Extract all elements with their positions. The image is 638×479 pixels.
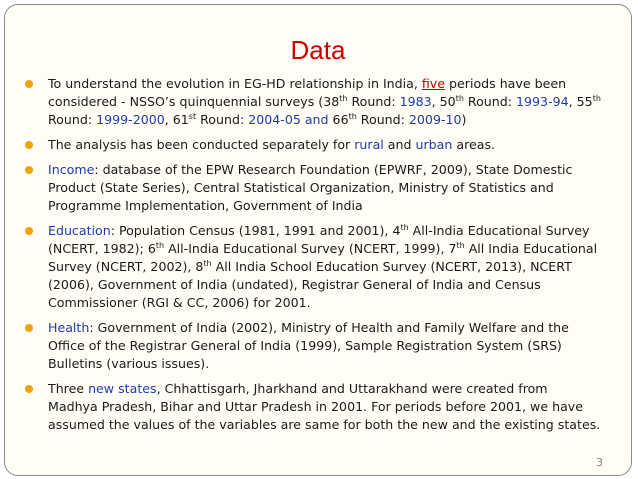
bullet-icon: [25, 166, 33, 174]
new-states-highlight: new states: [88, 381, 157, 396]
income-label: Income: [48, 162, 95, 177]
bullet-text: All India School Education Survey (NCERT, 2013), NCERT (2006), Government of India (undated), Registrar General of India and Census Commissioner (RGI & CC, 2006) for 2001.: [48, 259, 572, 310]
slide-title: Data: [290, 35, 346, 65]
health-label: Health: [48, 320, 90, 335]
year-1993-94: 1993-94: [516, 94, 569, 109]
ordinal-suffix: th: [455, 93, 464, 103]
bullet-text: , 55: [568, 94, 593, 109]
bullet-text: : database of the EPW Research Foundation (EPWRF, 2009), State Domestic Product (State Series), Central Statistical Organization, Ministry of Statistics and Programme Implementation, Government of India: [48, 162, 573, 213]
bullet-text: ): [461, 112, 467, 127]
bullet-text: , Chhattisgarh, Jharkhand and Uttarakhand were created from Madhya Pradesh, Bihar and Uttar Pradesh in 2001. For periods before 2001, we have assumed the values of the variables are same for both the new and the existing states.: [48, 381, 601, 432]
education-label: Education: [48, 223, 111, 238]
bullet-text: All-India Educational Survey (NCERT, 1982); 6: [48, 223, 590, 256]
bullet-text: Round:: [347, 94, 400, 109]
slide: [4, 4, 632, 476]
bullet-item-income: [5, 161, 625, 215]
bullet-text: Three: [48, 381, 89, 396]
bullet-text: 66: [328, 112, 349, 127]
rural-highlight: rural: [354, 137, 384, 152]
page-number: 3: [596, 456, 603, 469]
bullet-text: To understand the evolution in EG-HD relationship in India,: [48, 76, 422, 91]
ordinal-suffix: th: [155, 240, 165, 250]
ordinal-suffix: st: [188, 111, 197, 121]
bullet-icon: [25, 324, 33, 332]
year-1999-2000: 1999-2000: [96, 112, 165, 127]
bullet-text: : Government of India (2002), Ministry of Health and Family Welfare and the Office of the Registrar General of India (1999), Sample Registration System (SRS) Bulletins (various issues).: [48, 320, 569, 371]
bullet-icon: [25, 80, 33, 88]
bullet-text: All-India Educational Survey (NCERT, 1999), 7: [164, 241, 457, 256]
bullet-item-education: [5, 222, 625, 312]
bullet-text: , 61: [164, 112, 189, 127]
ordinal-suffix: th: [203, 258, 212, 268]
bullet-text: periods have been considered - NSSO’s quinquennial surveys (38: [48, 76, 567, 109]
bullet-item-periods: [5, 75, 625, 129]
bullet-icon: [25, 141, 33, 149]
bullet-text: Round:: [356, 112, 409, 127]
bullet-item-health: [5, 319, 625, 373]
bullet-list: [5, 75, 625, 441]
bullet-text: The analysis has been conducted separately for: [48, 137, 355, 152]
year-1983: 1983: [399, 94, 432, 109]
bullet-text: Round:: [196, 112, 249, 127]
ordinal-suffix: th: [592, 93, 601, 103]
bullet-icon: [25, 227, 33, 235]
year-2004-05: 2004-05 and: [248, 112, 329, 127]
bullet-item-analysis: [5, 136, 625, 154]
ordinal-suffix: th: [348, 111, 357, 121]
ordinal-suffix: th: [339, 93, 348, 103]
urban-highlight: urban: [415, 137, 453, 152]
ordinal-suffix: th: [400, 222, 409, 232]
year-2009-10: 2009-10: [408, 112, 462, 127]
ordinal-suffix: th: [456, 240, 465, 250]
bullet-text: : Population Census (1981, 1991 and 2001), 4: [110, 223, 401, 238]
bullet-text: Round:: [463, 94, 517, 109]
bullet-text: All India Educational Survey (NCERT, 2002), 8: [48, 241, 598, 274]
bullet-icon: [25, 385, 33, 393]
five-highlight: five: [421, 76, 446, 91]
bullet-text: areas.: [452, 137, 496, 152]
bullet-text: , 50: [431, 94, 456, 109]
bullet-text: Round:: [48, 112, 97, 127]
bullet-text: and: [383, 137, 416, 152]
bullet-item-new-states: [5, 380, 625, 434]
